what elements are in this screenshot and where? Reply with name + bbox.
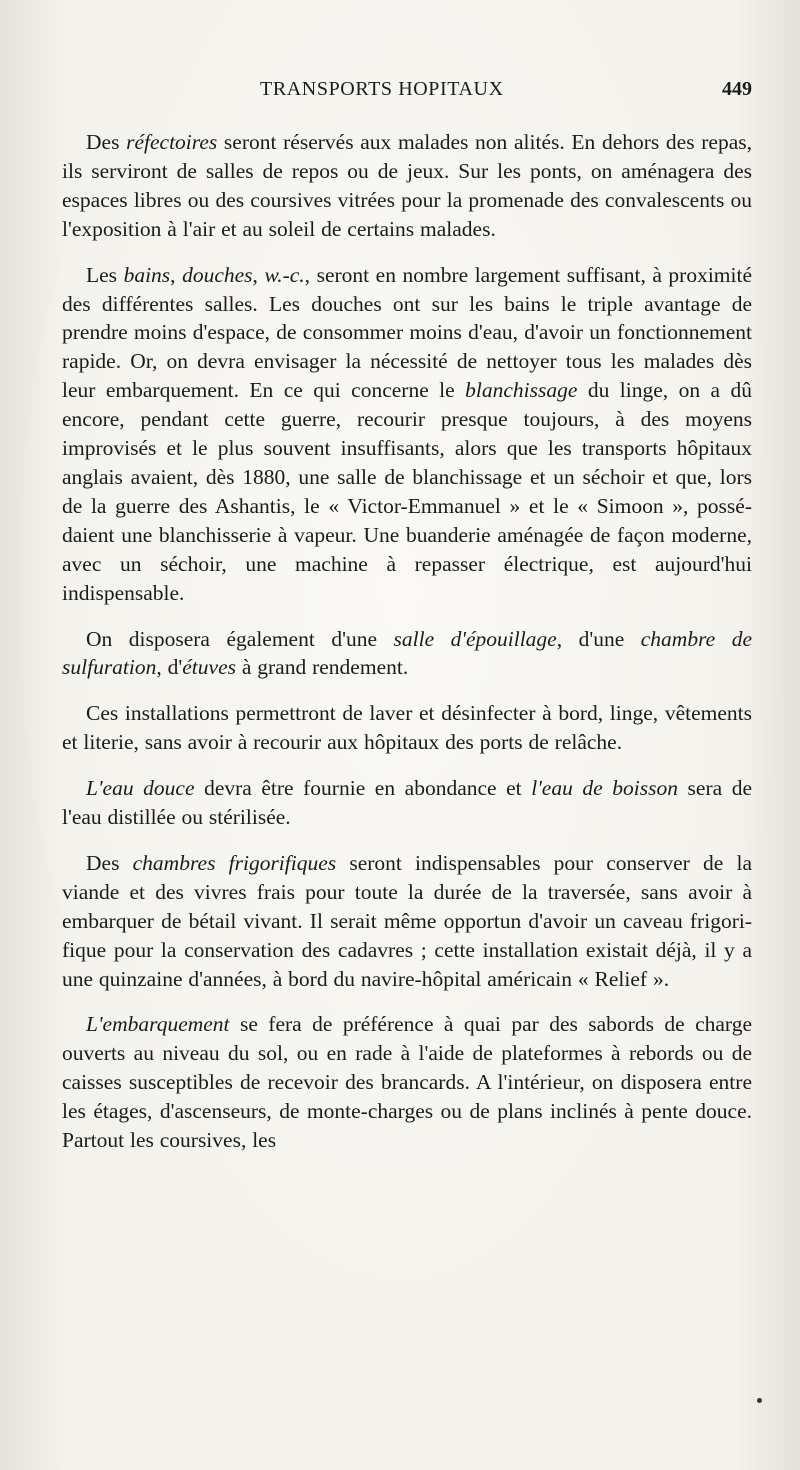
italic-term: blanchissage — [465, 378, 578, 403]
italic-term: l'eau de boisson — [531, 776, 678, 801]
text-run: devra être fournie en abondance et — [194, 776, 532, 801]
italic-term: salle d'épouillage — [393, 626, 557, 651]
text-run: à grand rendement. — [235, 655, 409, 680]
text-run: On disposera également d'une — [86, 626, 394, 651]
body-text — [62, 128, 752, 1172]
italic-term: L'embarquement — [86, 1012, 230, 1037]
text-run: seront indispensables pour conserver de la viande et des vivres frais pour toute la durée de la traversée, sans avoir à embarquer de bétail vivant. Il serait même opportun d'avoir un caveau frigorifique pour la conservation des cadavres ; cette installation existait déjà, il y a une quinzaine d'années, à bord du navire-hôpital américain « Relief ». — [62, 850, 753, 991]
text-run: , — [170, 262, 183, 287]
text-run: , d'une — [556, 626, 641, 651]
italic-term: w.-c. — [264, 262, 305, 287]
italic-term: chambres frigorifiques — [132, 850, 337, 875]
text-run: , d' — [156, 655, 183, 680]
paragraph — [62, 625, 752, 683]
paragraph — [62, 1010, 752, 1155]
print-speck — [757, 1398, 762, 1403]
text-run: Les — [86, 262, 124, 287]
text-run: se fera de préférence à quai par des sabords de charge ouverts au niveau du sol, ou en rade à l'aide de plateformes à rebords ou de caisses susceptibles de recevoir des brancards. A l'intérieur, on disposera entre les étages, d'ascenseurs, de monte-charges ou de plans inclinés à pente douce. Partout les coursives, les — [62, 1012, 752, 1153]
italic-term: L'eau douce — [86, 776, 195, 801]
paragraph — [62, 699, 752, 757]
paragraph — [62, 849, 752, 994]
paragraph — [62, 774, 752, 832]
italic-term: douches — [182, 262, 253, 287]
italic-term: réfectoires — [126, 130, 218, 154]
italic-term: bains — [123, 262, 171, 287]
italic-term: chambre de sulfuration — [62, 626, 752, 680]
page-number: 449 — [722, 78, 752, 100]
paragraph — [62, 128, 752, 244]
text-run: , seront en nombre largement suffisant, à proximité des différentes salles. Les douches ont sur les bains le triple avantage de prendre moins d'espace, de consommer moins d'eau, d'avoir un fonctionnement rapide. Or, on devra envisager la nécessité de nettoyer tous les malades dès leur embarquement. En ce qui concerne le — [62, 262, 753, 403]
text-run: , — [252, 262, 265, 287]
running-header — [62, 78, 752, 108]
text-run: Ces installations permettront de laver et désinfecter à bord, linge, vêtements et literie, sans avoir à recourir aux hôpitaux des ports de relâche. — [62, 701, 752, 755]
italic-term: étuves — [182, 655, 236, 680]
text-run: seront réservés aux malades non alités. En dehors des repas, ils serviront de salles de repos ou de jeux. Sur les ponts, on aménagera des espaces libres ou des coursives vitrées pour la promenade des convalescents ou l'exposition à l'air et au soleil de certains malades. — [62, 130, 752, 241]
running-title: TRANSPORTS HOPITAUX — [260, 78, 504, 100]
paragraph — [62, 261, 752, 608]
text-run: Des — [86, 130, 127, 154]
text-run: Des — [86, 850, 133, 875]
text-run: sera de l'eau distillée ou stérilisée. — [62, 776, 752, 830]
text-run: du linge, on a dû encore, pendant cette guerre, recourir presque toujours, à des moyens improvisés et le plus souvent insuffisants, alors que les transports hôpitaux anglais avaient, dès 1880, une salle de blanchissage et un séchoir et que, lors de la guerre des Ashantis, le « Victor-Emmanuel » et le « Simoon », possédaient une blanchisserie à vapeur. Une buanderie aménagée de façon moderne, avec un séchoir, une machine à repasser électrique, est aujourd'hui indispensable. — [62, 378, 752, 605]
